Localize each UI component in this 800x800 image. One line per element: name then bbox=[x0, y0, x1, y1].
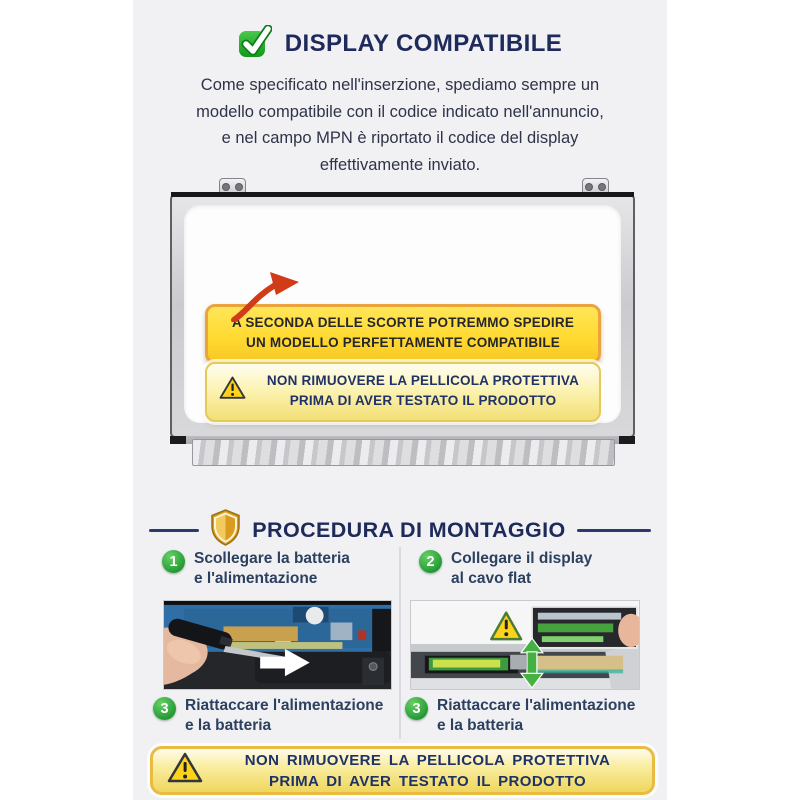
step-3-left bbox=[153, 696, 383, 737]
step-2-line: al cavo flat bbox=[451, 570, 532, 588]
intro-line: Come specificato nell'inserzione, spediamo sempre un bbox=[200, 76, 600, 94]
film-banner-line: NON RIMUOVERE LA PELLICOLA PROTETTIVA bbox=[266, 373, 580, 388]
step-3-right-line: Riattaccare l'alimentazione bbox=[437, 697, 636, 714]
procedure-header bbox=[133, 509, 667, 551]
intro-line: effettivamente inviato. bbox=[319, 156, 481, 175]
step-3-left-text bbox=[185, 696, 383, 737]
gold-shield-icon bbox=[210, 509, 241, 551]
step-1-text bbox=[194, 549, 350, 590]
photo-connect-flat-cable bbox=[410, 600, 640, 690]
panel-top-edge bbox=[171, 192, 634, 197]
step-1-line: e l'alimentazione bbox=[194, 570, 318, 588]
red-curved-arrow-icon bbox=[228, 270, 302, 327]
step-1-line: Scollegare la batteria bbox=[194, 550, 350, 567]
procedure-title: PROCEDURA DI MONTAGGIO bbox=[252, 517, 566, 542]
step-2-badge: 2 bbox=[419, 550, 442, 573]
step-2-line: Collegare il display bbox=[451, 550, 593, 567]
film-banner-line: PRIMA DI AVER TESTATO IL PRODOTTO bbox=[289, 393, 557, 409]
step-3-right-badge: 3 bbox=[405, 697, 428, 720]
step-3-left-badge: 3 bbox=[153, 697, 176, 720]
intro-line: modello compatibile con il codice indicato nell'annuncio, bbox=[196, 102, 604, 121]
step-2-text bbox=[451, 549, 592, 590]
foil-tape-strip bbox=[192, 439, 615, 466]
step-3-right-line: e la batteria bbox=[437, 717, 524, 735]
stock-banner-line: A SECONDA DELLE SCORTE POTREMMO SPEDIRE bbox=[231, 315, 575, 330]
photo-disconnect-battery bbox=[163, 600, 392, 690]
panel-bottom-edge-right bbox=[619, 436, 635, 444]
green-check-icon bbox=[238, 25, 272, 63]
page-title: DISPLAY COMPATIBILE bbox=[284, 30, 563, 57]
step-3-right bbox=[405, 696, 635, 737]
footer-banner-text bbox=[213, 750, 642, 792]
intro-paragraph bbox=[133, 72, 667, 179]
intro-line: e nel campo MPN è riportato il codice del display bbox=[221, 129, 579, 148]
step-3-left-line: Riattaccare l'alimentazione bbox=[185, 697, 384, 714]
step-1-badge: 1 bbox=[162, 550, 185, 573]
step-3-right-text bbox=[437, 696, 635, 737]
step-1 bbox=[162, 549, 350, 590]
divider-line-left bbox=[149, 529, 199, 532]
stock-banner-line: UN MODELLO PERFETTAMENTE COMPATIBILE bbox=[246, 335, 560, 351]
column-divider bbox=[399, 547, 401, 739]
header bbox=[133, 25, 667, 63]
warning-triangle-icon bbox=[167, 752, 203, 790]
content-column bbox=[133, 0, 667, 800]
inset-photo bbox=[532, 607, 639, 648]
warning-triangle-icon bbox=[219, 376, 246, 406]
protective-film-banner bbox=[205, 362, 601, 422]
panel-bottom-edge-left bbox=[170, 436, 186, 444]
step-3-left-line: e la batteria bbox=[185, 717, 272, 735]
step-2 bbox=[419, 549, 592, 590]
film-banner-text bbox=[255, 371, 591, 412]
footer-warning-banner bbox=[150, 746, 655, 795]
footer-banner-line: NON RIMUOVERE LA PELLICOLA PROTETTIVA bbox=[244, 751, 611, 769]
divider-line-right bbox=[577, 529, 651, 532]
footer-banner-line: PRIMA DI AVER TESTATO IL PRODOTTO bbox=[268, 772, 587, 790]
lcd-panel-figure bbox=[170, 178, 635, 466]
